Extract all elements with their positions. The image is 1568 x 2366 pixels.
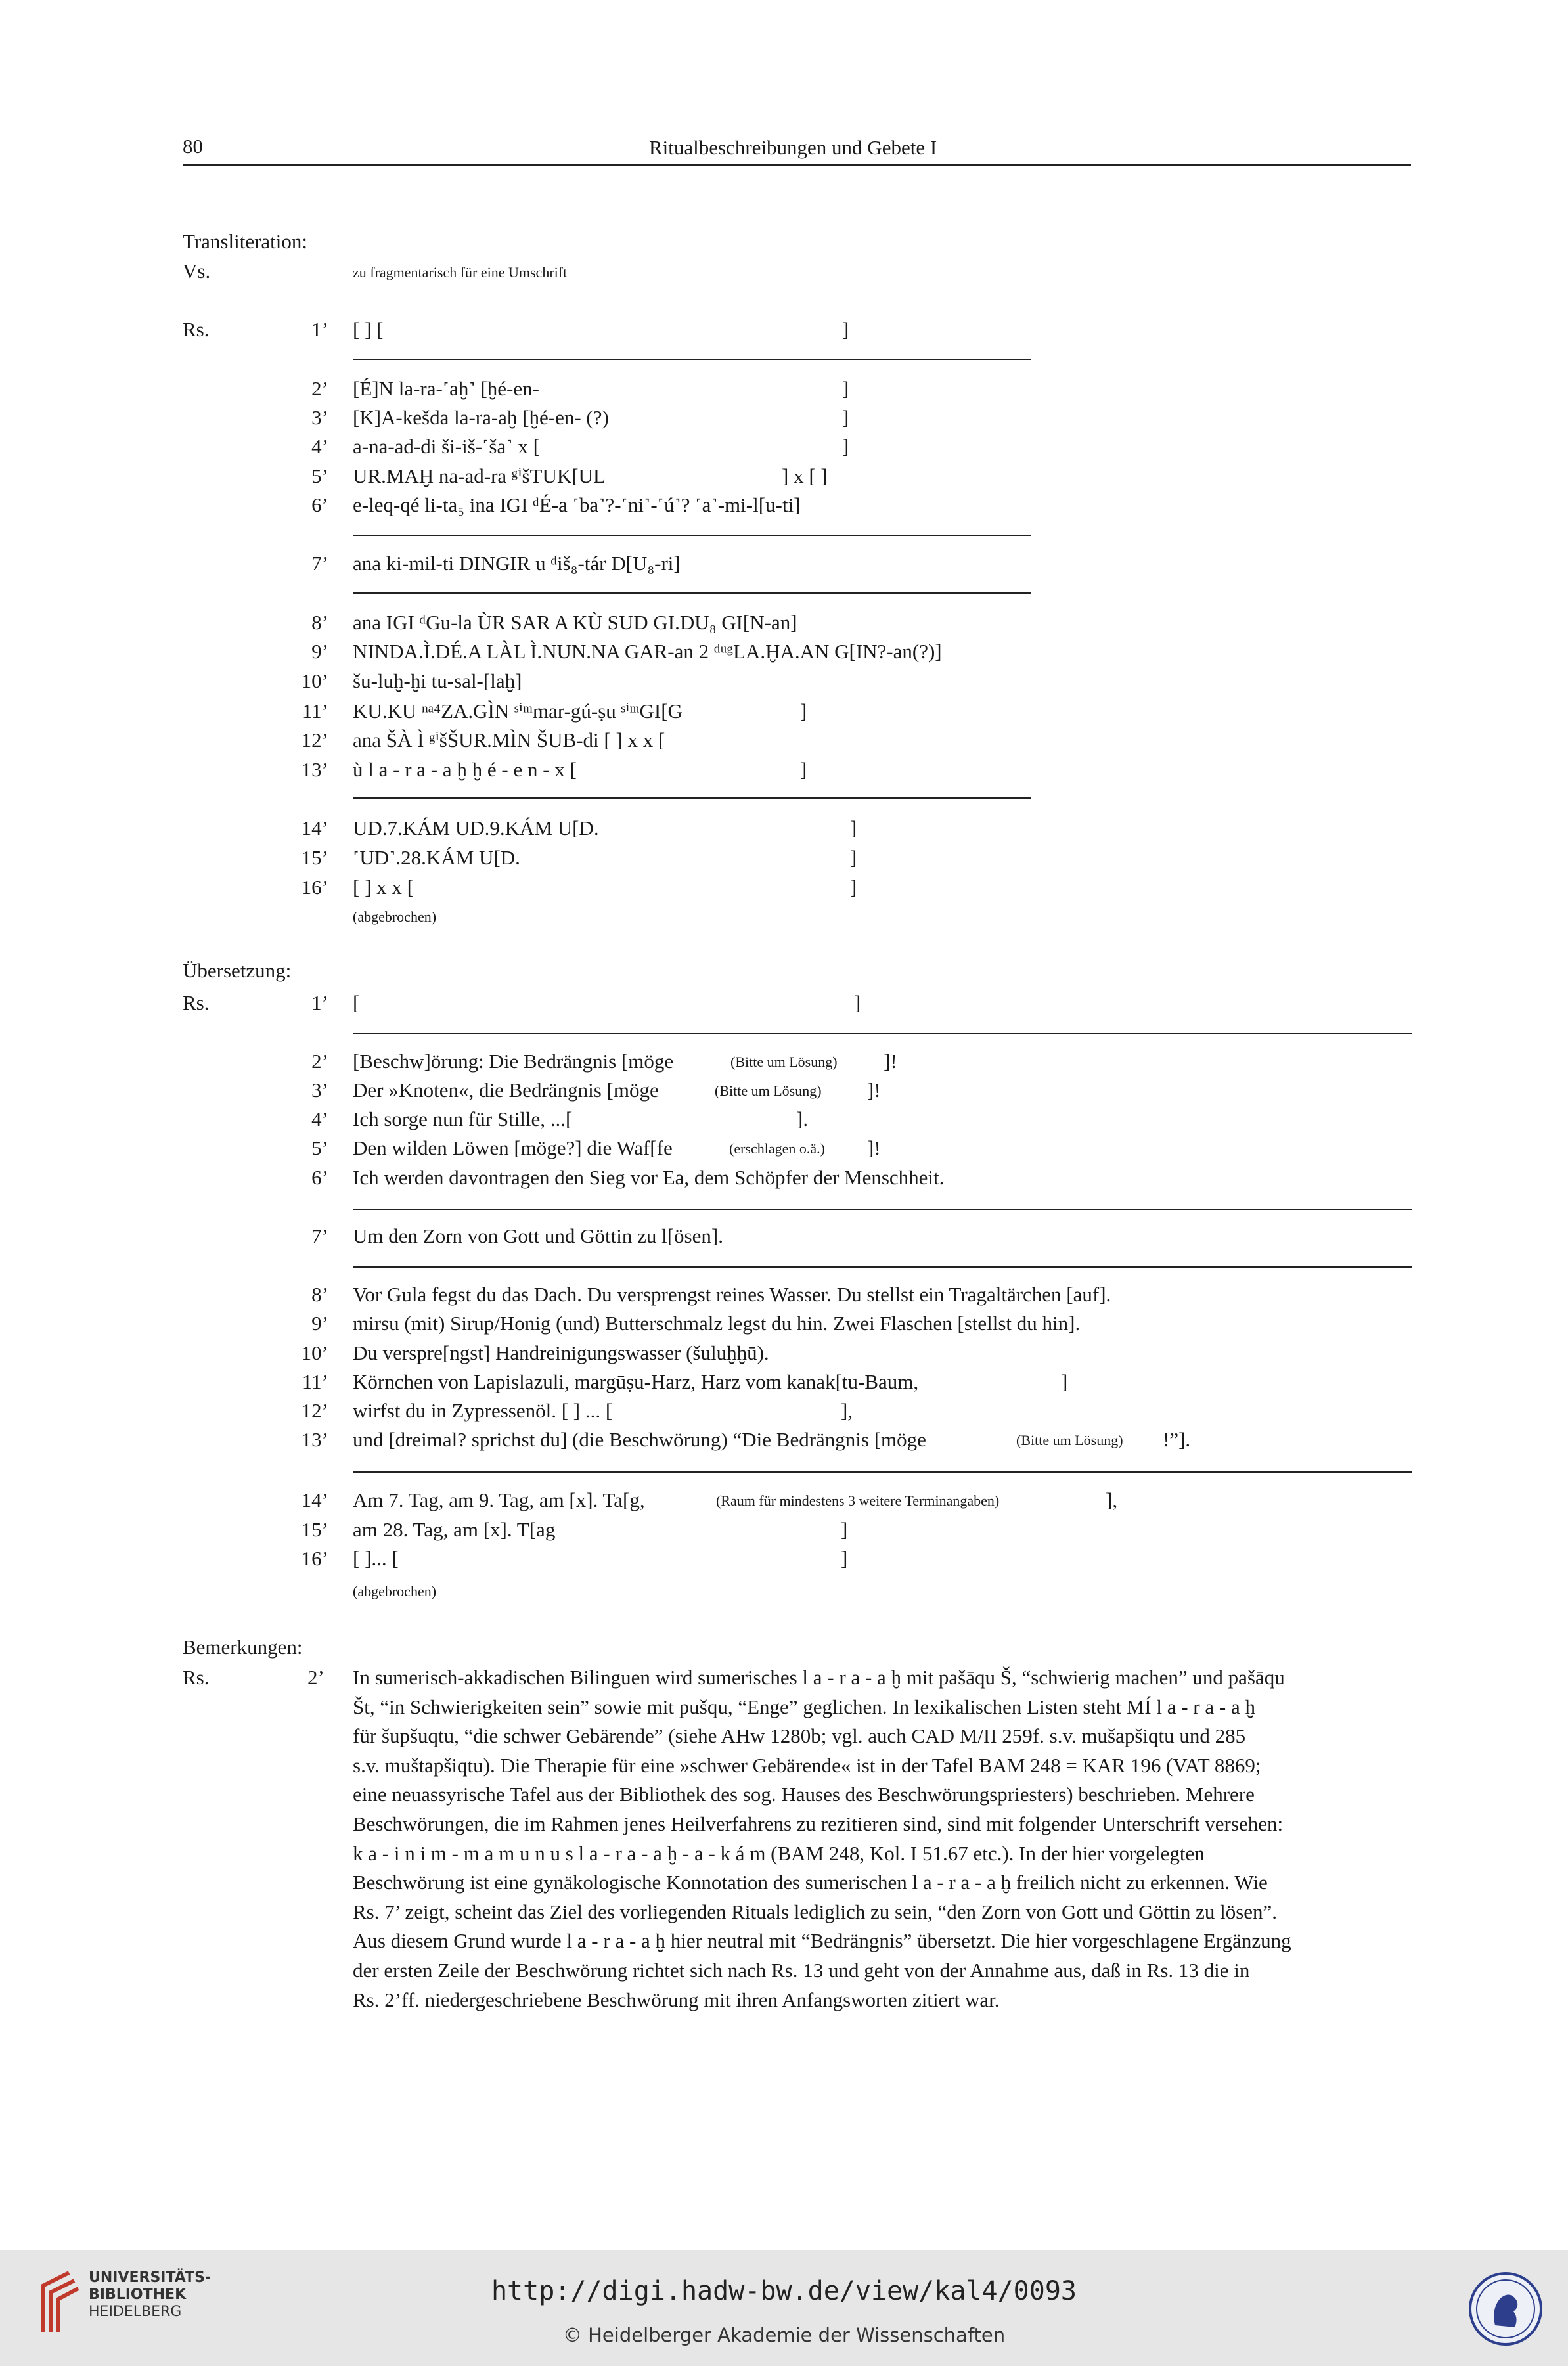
- trans-tail-5: ]!: [867, 1136, 881, 1159]
- translit-line-text: a-na-ad-di ši-iš-˹ša˺ x [: [353, 435, 540, 458]
- remarks-line: eine neuassyrische Tafel aus der Bibliothek des sog. Hauses des Beschwörungspriesters) beschrieben. Mehrere: [353, 1783, 1255, 1806]
- translit-broken: (abgebrochen): [353, 908, 437, 925]
- library-line-1: UNIVERSITÄTS-: [89, 2269, 212, 2286]
- trans-line-text: mirsu (mit) Sirup/Honig (und) Butterschmalz legst du hin. Zwei Flaschen [stellst du hin].: [353, 1312, 1081, 1335]
- remarks-line: Št, “in Schwierigkeiten sein” sowie mit pušqu, “Enge” geglichen. In lexikalischen Listen steht MÍ l a - r a - a ḫ: [353, 1695, 1255, 1718]
- translit-line-number: 13’: [301, 758, 328, 781]
- translit-line-number: 14’: [301, 816, 328, 839]
- trans-line-number: 5’: [311, 1136, 328, 1159]
- footer-bar: [0, 2250, 1568, 2366]
- trans-line-number: 6’: [311, 1166, 328, 1189]
- trans-tail-14: ],: [1106, 1488, 1118, 1511]
- bracket: ]: [800, 758, 807, 781]
- bracket: ]: [850, 846, 857, 869]
- translit-line-number: 15’: [301, 846, 328, 869]
- bracket: ]: [842, 318, 849, 341]
- remarks-rs-label: Rs.: [183, 1666, 210, 1689]
- trans-line-text: Den wilden Löwen [möge?] die Waf[fe: [353, 1136, 673, 1159]
- translit-line-number: 7’: [311, 552, 328, 575]
- bracket: ]: [850, 816, 857, 839]
- trans-line-number: 2’: [311, 1050, 328, 1073]
- section-rule: [353, 1266, 1412, 1268]
- header-rule: [183, 164, 1411, 166]
- trans-line-text: [: [353, 991, 360, 1014]
- trans-line-number: 10’: [301, 1341, 328, 1364]
- remarks-line: k a - i n i m - m a m u n u s l a - r a - a ḫ - a - k á m (BAM 248, Kol. I 51.67 etc.). In der hier vorgelegten: [353, 1841, 1205, 1865]
- translit-line-text: ana IGI ᵈGu-la ÙR SAR A KÙ SUD GI.DU₈ GI[N-an]: [353, 611, 797, 634]
- trans-line-number: 9’: [311, 1312, 328, 1335]
- translit-line-number: 9’: [311, 640, 328, 663]
- trans-note-3: (Bitte um Lösung): [715, 1083, 822, 1099]
- trans-note-13: (Bitte um Lösung): [1016, 1432, 1123, 1448]
- bracket: ]: [841, 1518, 848, 1541]
- bracket: ]: [842, 406, 849, 429]
- translit-line-text: [ ] [: [353, 318, 384, 341]
- translit-line-number: 10’: [301, 669, 328, 692]
- remarks-line: Rs. 7’ zeigt, scheint das Ziel des vorliegenden Rituals lediglich zu sein, “den Zorn von Gott und Göttin zu lösen”.: [353, 1900, 1278, 1923]
- trans-note-5: (erschlagen o.ä.): [729, 1140, 825, 1157]
- bracket: ]: [800, 700, 807, 723]
- translit-line-number: 1’: [311, 318, 328, 341]
- bracket: ]: [1061, 1370, 1068, 1393]
- translit-line-number: 8’: [311, 611, 328, 634]
- section-rule: [353, 359, 1031, 360]
- trans-line-text: Du verspre[ngst] Handreinigungswasser (šuluḫḫū).: [353, 1341, 769, 1364]
- trans-heading: Übersetzung:: [183, 959, 292, 982]
- running-title: Ritualbeschreibungen und Gebete I: [649, 136, 937, 159]
- trans-note-2: (Bitte um Lösung): [730, 1054, 838, 1070]
- translit-line-text: [ ] x x [: [353, 876, 414, 899]
- trans-line-text: Ich werden davontragen den Sieg vor Ea, dem Schöpfer der Menschheit.: [353, 1166, 945, 1189]
- translit-line-number: 4’: [311, 435, 328, 458]
- trans-tail-3: ]!: [867, 1079, 881, 1102]
- translit-line-text: [K]A-kešda la-ra-aḫ [ḫé-en- (?): [353, 406, 609, 429]
- trans-line-number: 15’: [301, 1518, 328, 1541]
- trans-tail-4: ].: [796, 1107, 809, 1130]
- translit-line-text: ˹UD˺.28.KÁM U[D.: [353, 846, 520, 869]
- trans-line-text: Körnchen von Lapislazuli, margūṣu-Harz, Harz vom kanak[tu-Baum,: [353, 1370, 919, 1393]
- trans-note-14: (Raum für mindestens 3 weitere Terminangaben): [716, 1492, 1000, 1509]
- section-rule: [353, 1471, 1412, 1473]
- translit-line-text: ù l a - r a - a ḫ ḫ é - e n - x [: [353, 758, 577, 781]
- section-rule: [353, 535, 1031, 536]
- trans-line-text: [ ]... [: [353, 1547, 399, 1570]
- translit-line-number: 2’: [311, 377, 328, 400]
- trans-line-number: 13’: [301, 1428, 328, 1451]
- trans-tail-2: ]!: [884, 1050, 897, 1073]
- trans-tail-13: !”].: [1163, 1428, 1191, 1451]
- trans-line-text: und [dreimal? sprichst du] (die Beschwörung) “Die Bedrängnis [möge: [353, 1428, 926, 1451]
- section-rule: [353, 1209, 1412, 1210]
- remarks-line: In sumerisch-akkadischen Bilinguen wird sumerisches l a - r a - a ḫ mit pašāqu Š, “schwierig machen” und pašāqu: [353, 1666, 1285, 1689]
- trans-line-text: Vor Gula fegst du das Dach. Du versprengst reines Wasser. Du stellst ein Tragaltärchen [auf].: [353, 1283, 1111, 1306]
- section-rule: [353, 592, 1031, 594]
- translit-line-5-tail: ] x [ ]: [782, 464, 828, 487]
- translit-line-number: 11’: [302, 700, 328, 723]
- translit-line-number: 3’: [311, 406, 328, 429]
- trans-line-number: 12’: [301, 1399, 328, 1422]
- translit-rs-label: Rs.: [183, 318, 210, 341]
- translit-line-text: [É]N la-ra-˹aḫ˺ [ḫé-en-: [353, 377, 539, 400]
- bracket: ]: [854, 991, 861, 1014]
- remarks-line: Rs. 2’ff. niedergeschriebene Beschwörung mit ihren Anfangsworten zitiert war.: [353, 1988, 1000, 2011]
- library-line-3: HEIDELBERG: [89, 2304, 182, 2320]
- copyright: © Heidelberger Akademie der Wissenschaften: [562, 2324, 1006, 2346]
- translit-vs-note: zu fragmentarisch für eine Umschrift: [353, 264, 568, 280]
- bracket: ]: [850, 876, 857, 899]
- trans-line-text: [Beschw]örung: Die Bedrängnis [möge: [353, 1050, 674, 1073]
- remarks-line: Beschwörungen, die im Rahmen jenes Heilverfahrens zu rezitieren sind, sind mit folgender Unterschrift versehen:: [353, 1812, 1284, 1835]
- translit-line-number: 6’: [311, 493, 328, 516]
- trans-line-number: 11’: [302, 1370, 328, 1393]
- translit-heading: Transliteration:: [183, 230, 308, 253]
- trans-line-number: 14’: [301, 1488, 328, 1511]
- permalink[interactable]: http://digi.hadw-bw.de/view/kal4/0093: [491, 2276, 1077, 2306]
- trans-line-text: Um den Zorn von Gott und Göttin zu l[ösen].: [353, 1224, 723, 1247]
- trans-line-text: Am 7. Tag, am 9. Tag, am [x]. Ta[g,: [353, 1488, 645, 1511]
- trans-line-number: 3’: [311, 1079, 328, 1102]
- trans-line-text: wirfst du in Zypressenöl. [ ] ... [: [353, 1399, 613, 1422]
- remarks-line: Beschwörung ist eine gynäkologische Konnotation des sumerischen l a - r a - a ḫ freilich nicht zu erkennen. Wie: [353, 1871, 1268, 1894]
- translit-line-text: UR.MAḪ na-ad-ra ᵍⁱšTUK[UL: [353, 464, 606, 487]
- translit-vs-label: Vs.: [183, 259, 211, 282]
- translit-line-text: ana ki-mil-ti DINGIR u ᵈiš₈-tár D[U₈-ri]: [353, 552, 681, 575]
- trans-rs-label: Rs.: [183, 991, 210, 1014]
- trans-broken: (abgebrochen): [353, 1583, 437, 1599]
- trans-line-number: 4’: [311, 1107, 328, 1130]
- translit-line-text: šu-luḫ-ḫi tu-sal-[laḫ]: [353, 669, 522, 692]
- bracket: ]: [842, 435, 849, 458]
- remarks-line: s.v. muštapšiqtu). Die Therapie für eine »schwer Gebärende« ist in der Tafel BAM 248 = KAR 196 (VAT 8869;: [353, 1753, 1261, 1777]
- page-number: 80: [183, 135, 203, 158]
- trans-line-number: 8’: [311, 1283, 328, 1306]
- trans-line-text: Der »Knoten«, die Bedrängnis [möge: [353, 1079, 659, 1102]
- trans-line-number: 16’: [301, 1547, 328, 1570]
- trans-line-text: am 28. Tag, am [x]. T[ag: [353, 1518, 556, 1541]
- translit-line-text: KU.KU ⁿᵃ⁴ZA.GÌN ˢⁱᵐmar-gú-ṣu ˢⁱᵐGI[G: [353, 700, 683, 723]
- translit-line-text: ana ŠÀ Ì ᵍⁱšŠUR.MÌN ŠUB-di [ ] x x [: [353, 728, 665, 751]
- translit-line-number: 16’: [301, 876, 328, 899]
- section-rule: [353, 797, 1031, 799]
- bracket: ]: [841, 1547, 848, 1570]
- library-line-2: BIBLIOTHEK: [89, 2287, 187, 2303]
- remarks-line: der ersten Zeile der Beschwörung richtet sich nach Rs. 13 und geht von der Annahme aus, daß in Rs. 13 die in: [353, 1959, 1250, 1982]
- trans-line-number: 7’: [311, 1224, 328, 1247]
- trans-line-text: Ich sorge nun für Stille, ...[: [353, 1107, 573, 1130]
- remarks-line-no: 2’: [307, 1666, 325, 1689]
- translit-line-number: 12’: [301, 728, 328, 751]
- translit-line-number: 5’: [311, 464, 328, 487]
- section-rule: [353, 1033, 1412, 1034]
- remarks-heading: Bemerkungen:: [183, 1636, 303, 1659]
- remarks-line: Aus diesem Grund wurde l a - r a - a ḫ hier neutral mit “Bedrängnis” übersetzt. Die hier vorgeschlagene Ergänzung: [353, 1929, 1291, 1953]
- trans-line-number: 1’: [311, 991, 328, 1014]
- translit-line-text: UD.7.KÁM UD.9.KÁM U[D.: [353, 816, 599, 839]
- academy-seal-icon: [1466, 2269, 1545, 2348]
- bracket: ],: [841, 1399, 853, 1422]
- remarks-line: für šupšuqtu, “die schwer Gebärende” (siehe AHw 1280b; vgl. auch CAD M/II 259f. s.v. mušapšiqtu und 285: [353, 1724, 1246, 1748]
- translit-line-text: e-leq-qé li-ta₅ ina IGI ᵈÉ-a ˹ba˺?-˹ni˺-˹ú˺? ˹a˺-mi-l[u-ti]: [353, 493, 801, 516]
- translit-line-text: NINDA.Ì.DÉ.A LÀL Ì.NUN.NA GAR-an 2 ᵈᵘᵍLA.ḪA.AN G[IN?-an(?)]: [353, 640, 942, 663]
- bracket: ]: [842, 377, 849, 400]
